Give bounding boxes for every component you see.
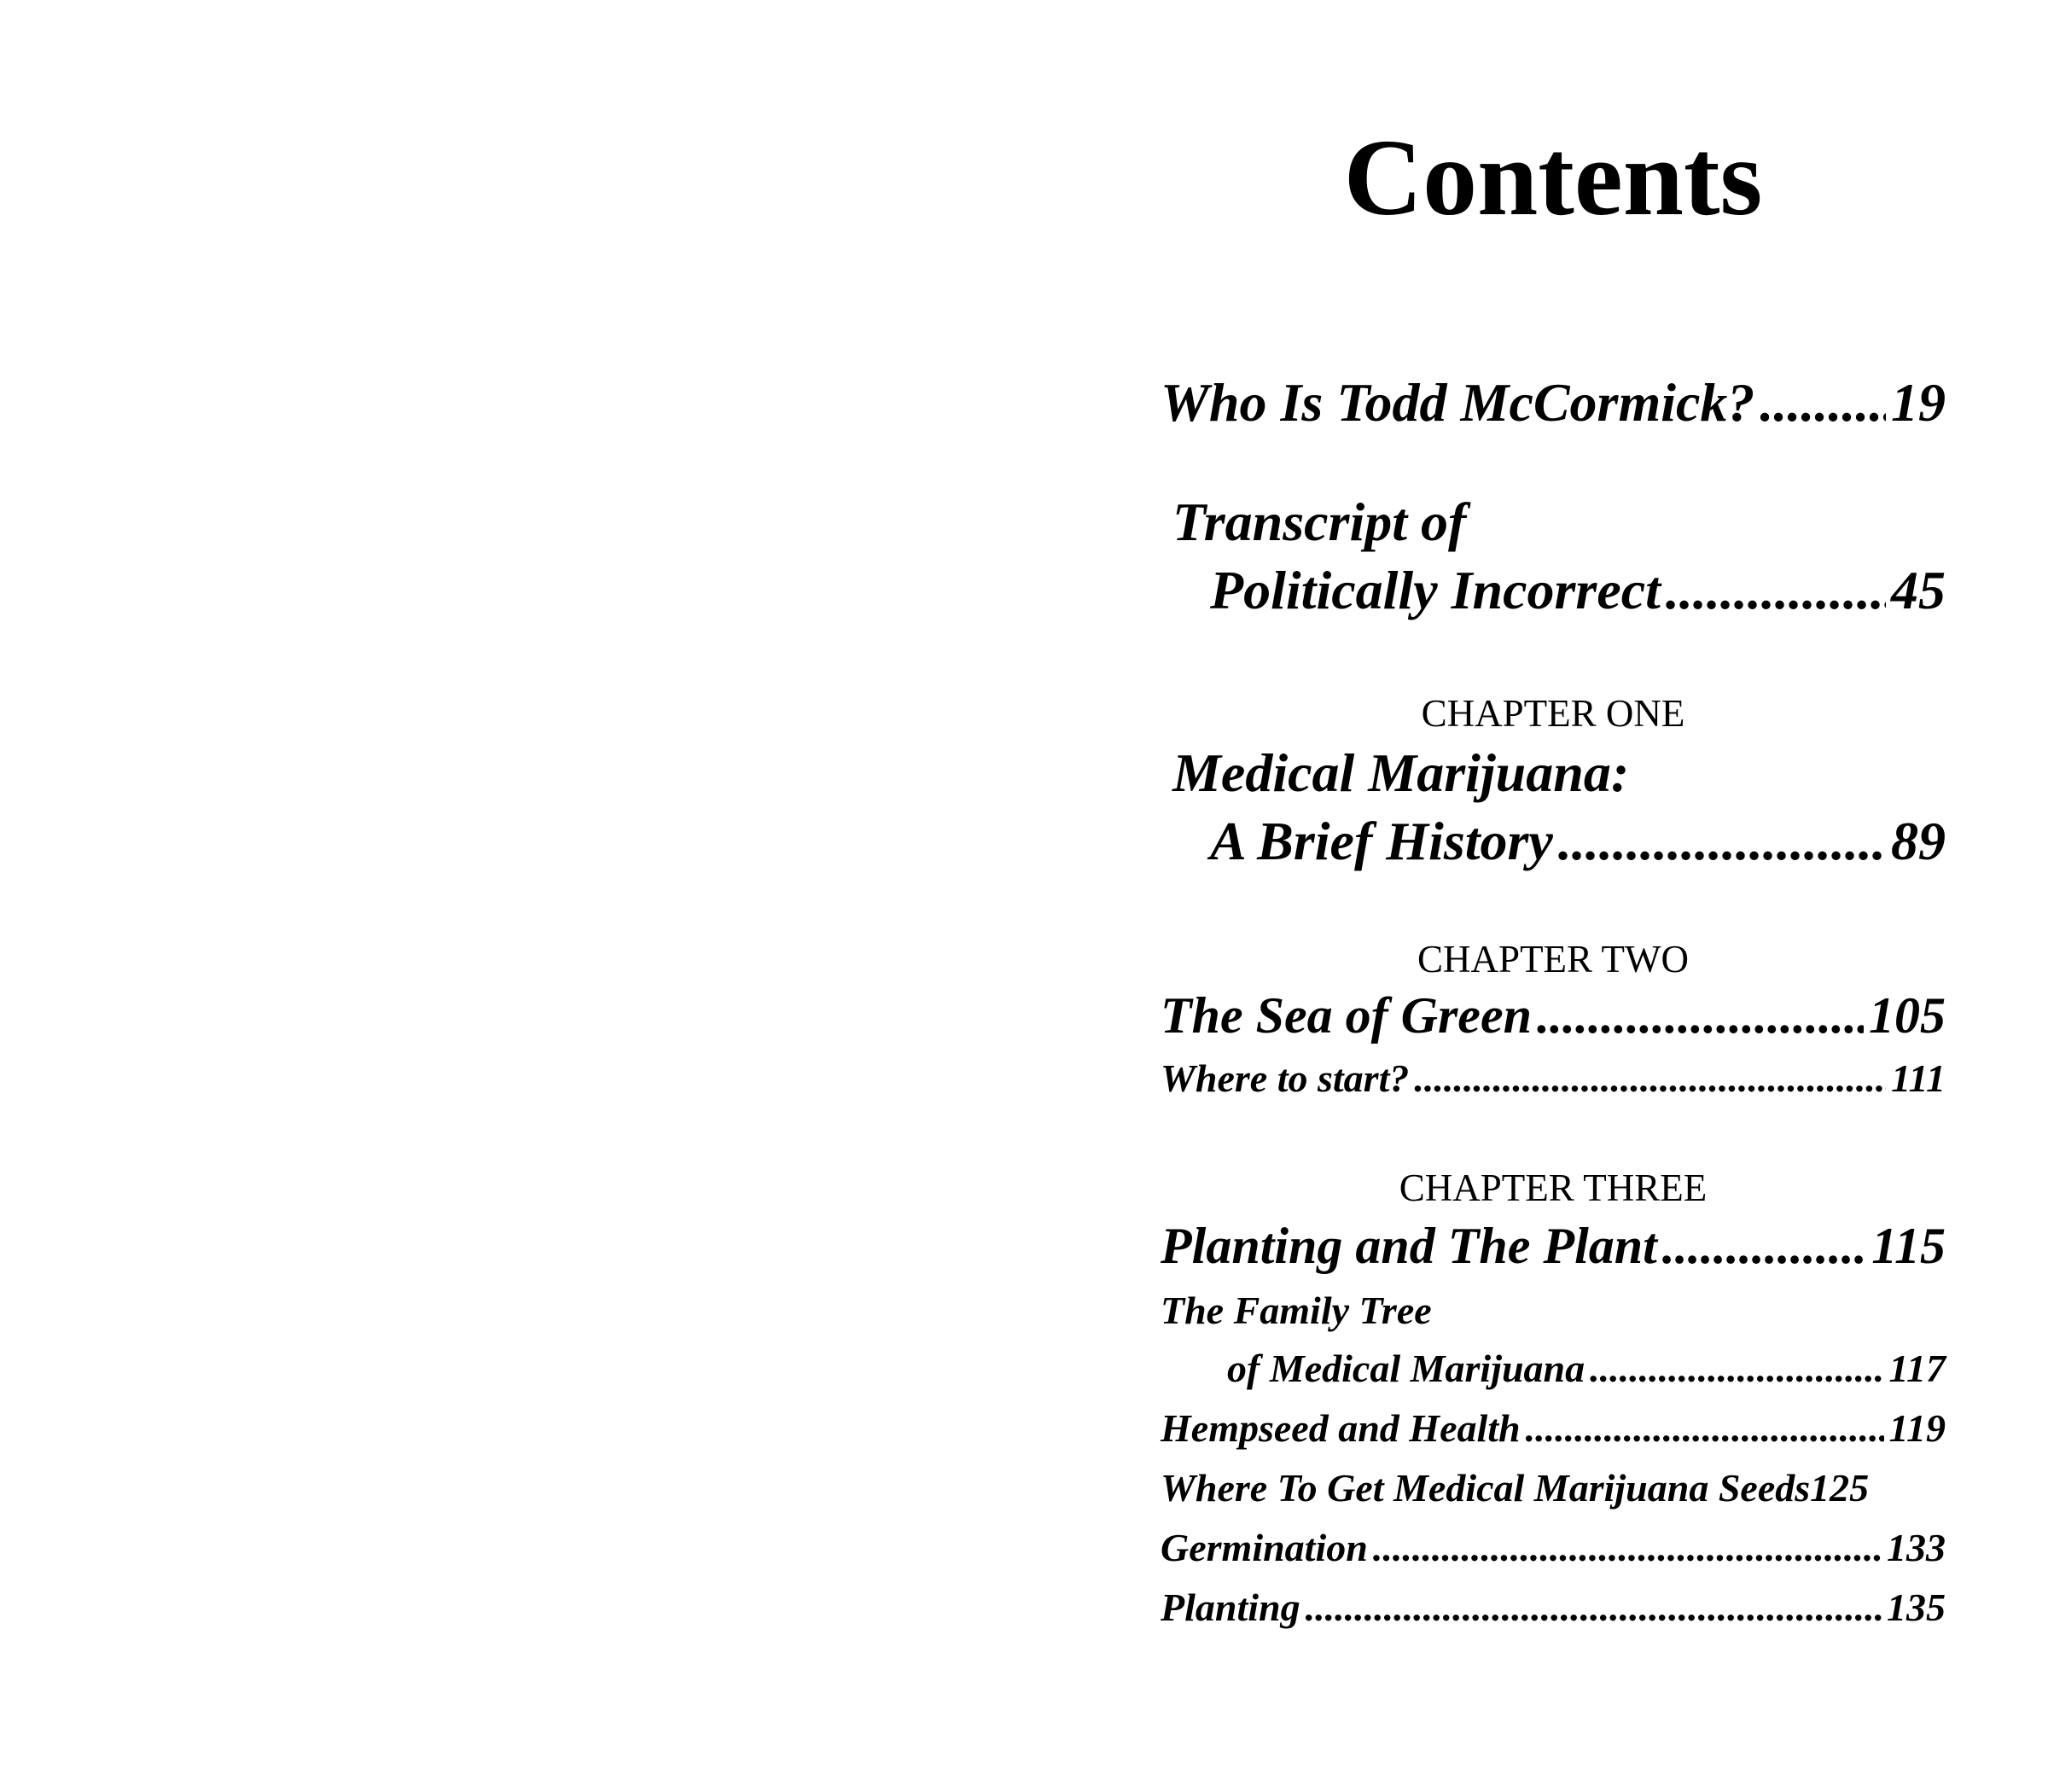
page-title: Contents (1343, 117, 1763, 238)
toc-subtitle-line2: of Medical Marijuana (1227, 1347, 1585, 1390)
toc-title-line1: Transcript of (1172, 492, 1467, 552)
toc-line (1161, 1519, 1946, 1577)
contents-page (1161, 0, 1946, 1792)
toc-entry-medical-marijuana-history[interactable] (1161, 739, 1946, 876)
toc-leader-dots (1414, 1050, 1886, 1108)
toc-line (1161, 1399, 1946, 1457)
toc-subtitle-line1: The Family Tree (1161, 1289, 1432, 1332)
toc-page-number: 89 (1891, 811, 1946, 871)
toc-line (1161, 1459, 1946, 1517)
toc-line (1161, 1579, 1946, 1637)
toc-leader-dots (1537, 981, 1864, 1050)
toc-leader-dots (1526, 1399, 1884, 1457)
toc-leader-dots (1662, 1212, 1867, 1280)
toc-subtitle: Hempseed and Health (1161, 1406, 1521, 1450)
toc-page-number: 111 (1891, 1056, 1946, 1100)
toc-line (1161, 556, 1946, 625)
toc-page-number: 45 (1891, 560, 1946, 620)
toc-line (1161, 1050, 1946, 1108)
toc-page-number: 119 (1888, 1406, 1946, 1450)
toc-entry-todd-mccormick[interactable] (1161, 369, 1946, 437)
toc-line (1161, 807, 1946, 876)
toc-leader-dots (1306, 1579, 1882, 1637)
toc-page-number: 105 (1869, 987, 1946, 1044)
toc-subtitle: Where to start? (1161, 1056, 1410, 1100)
chapter-label: CHAPTER ONE (1421, 692, 1685, 735)
toc-leader-dots (1590, 1340, 1883, 1398)
toc-page-number: 125 (1810, 1466, 1870, 1510)
toc-entry-transcript[interactable] (1161, 488, 1946, 625)
toc-page-number: 19 (1891, 372, 1946, 433)
toc-title-line2: Politically Incorrect (1210, 560, 1661, 620)
toc-subtitle: Where To Get Medical Marijuana Seeds (1161, 1466, 1811, 1510)
toc-leader-dots (1373, 1519, 1882, 1577)
toc-leader-dots (1666, 556, 1886, 625)
toc-page-number: 117 (1888, 1347, 1946, 1390)
toc-title: Who Is Todd McCormick? (1161, 372, 1755, 433)
toc-line (1161, 369, 1946, 437)
toc-entry-planting-and-the-plant[interactable] (1161, 1212, 1946, 1280)
toc-subentry-family-tree[interactable] (1161, 1282, 1946, 1398)
toc-page-number: 115 (1871, 1218, 1946, 1274)
toc-title-line1: Medical Marijuana: (1172, 742, 1630, 803)
toc-title: Planting and The Plant (1161, 1218, 1657, 1274)
toc-subentry-germination[interactable] (1161, 1519, 1946, 1577)
toc-line (1161, 1212, 1946, 1280)
chapter-label: CHAPTER TWO (1417, 938, 1689, 980)
toc-leader-dots (1558, 807, 1886, 876)
toc-subtitle: Germination (1161, 1526, 1368, 1569)
toc-subtitle: Planting (1161, 1585, 1300, 1629)
toc-entry-sea-of-green[interactable] (1161, 981, 1946, 1050)
chapter-label: CHAPTER THREE (1399, 1167, 1708, 1209)
toc-line (1161, 981, 1946, 1050)
toc-subentry-hempseed-and-health[interactable] (1161, 1399, 1946, 1457)
toc-leader-dots (1760, 369, 1886, 437)
toc-subentry-planting[interactable] (1161, 1579, 1946, 1637)
toc-title-line2: A Brief History (1210, 811, 1553, 871)
toc-title: The Sea of Green (1161, 987, 1532, 1044)
toc-subentry-where-to-get-seeds[interactable] (1161, 1459, 1946, 1517)
toc-line (1161, 1340, 1946, 1398)
toc-page-number: 133 (1887, 1526, 1946, 1569)
toc-page-number: 135 (1887, 1585, 1946, 1629)
toc-subentry-where-to-start[interactable] (1161, 1050, 1946, 1108)
